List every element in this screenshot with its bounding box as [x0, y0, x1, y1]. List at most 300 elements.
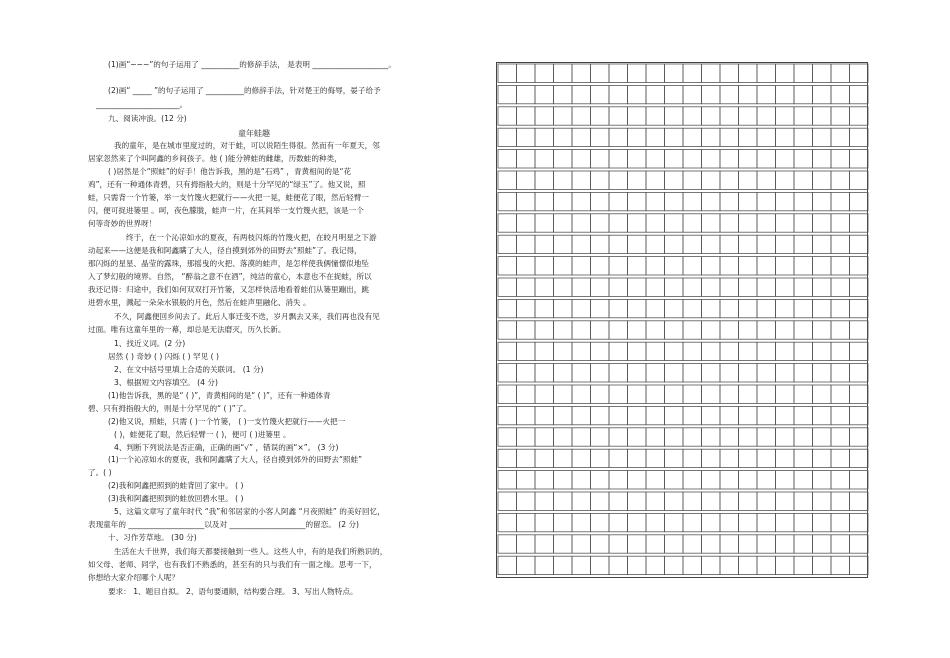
grid-cell: [572, 150, 591, 168]
grid-cell: [572, 342, 591, 360]
text-line: 闪，便可捉进篓里 。呵，夜色朦胧，蛙声一片，在其间举一支竹篾火把，该是一个: [88, 206, 364, 215]
grid-cell: [776, 192, 795, 210]
grid-cell: [776, 471, 795, 489]
grid-cell: [609, 235, 628, 253]
grid-cell: [646, 128, 665, 146]
text-line: 童年蛙趣: [238, 129, 270, 138]
grid-cell: [554, 235, 573, 253]
grid-cell: [739, 471, 758, 489]
grid-cell: [517, 513, 536, 531]
grid-cell: [757, 299, 776, 317]
grid-cell: [665, 449, 684, 467]
grid-cell: [628, 278, 647, 296]
grid-cell: [572, 556, 591, 574]
grid-cell: [757, 342, 776, 360]
grid-cell: [628, 492, 647, 510]
grid-cell: [702, 278, 721, 296]
grid-cell: [591, 513, 610, 531]
grid-cell: [720, 107, 739, 125]
grid-cell: [554, 364, 573, 382]
grid-cell: [702, 150, 721, 168]
grid-cell: [628, 342, 647, 360]
grid-cell: [813, 128, 832, 146]
grid-cell: [609, 535, 628, 553]
grid-cell: [702, 471, 721, 489]
grid-cell: [683, 235, 702, 253]
grid-cell: [498, 85, 517, 103]
grid-cell: [591, 171, 610, 189]
grid-cell: [776, 342, 795, 360]
grid-cell: [517, 214, 536, 232]
grid-cell: [554, 299, 573, 317]
grid-cell: [646, 535, 665, 553]
grid-cell: [720, 385, 739, 403]
grid-cell: [517, 556, 536, 574]
grid-cell: [498, 449, 517, 467]
grid-cell: [591, 321, 610, 339]
grid-cell: [831, 428, 850, 446]
grid-cell: [757, 513, 776, 531]
grid-cell: [813, 321, 832, 339]
grid-cell: [683, 107, 702, 125]
grid-cell: [683, 492, 702, 510]
grid-cell: [850, 192, 869, 210]
grid-cell: [646, 278, 665, 296]
grid-cell: [776, 513, 795, 531]
grid-cell: [702, 128, 721, 146]
grid-cell: [794, 278, 813, 296]
grid-cell: [609, 64, 628, 82]
grid-cell: [776, 85, 795, 103]
grid-cell: [683, 321, 702, 339]
grid-cell: [498, 406, 517, 424]
grid-cell: [831, 150, 850, 168]
grid-cell: [591, 385, 610, 403]
grid-cell: [850, 321, 869, 339]
grid-cell: [609, 556, 628, 574]
grid-cell: [683, 406, 702, 424]
grid-cell: [831, 257, 850, 275]
grid-cell: [831, 85, 850, 103]
grid-cell: [535, 192, 554, 210]
grid-cell: [609, 406, 628, 424]
text-line: 生活在大千世界，我们每天都要接触到一些人。这些人中，有的是我们所熟识的，: [114, 547, 388, 556]
grid-cell: [498, 192, 517, 210]
grid-cell: [757, 257, 776, 275]
grid-cell: [517, 406, 536, 424]
grid-cell: [702, 171, 721, 189]
grid-cell: [813, 428, 832, 446]
grid-cell: [757, 449, 776, 467]
grid-cell: [591, 449, 610, 467]
text-line: 入了梦幻般的境界。自然， “醉翁之意不在酒”，纯洁的童心，本意也不在捉蛙，所以: [88, 272, 372, 281]
grid-cell: [794, 85, 813, 103]
grid-cell: [517, 364, 536, 382]
grid-cell: [794, 257, 813, 275]
grid-cell: [535, 428, 554, 446]
grid-cell: [517, 107, 536, 125]
grid-cell: [757, 556, 776, 574]
grid-cell: [591, 406, 610, 424]
grid-cell: [535, 171, 554, 189]
grid-cell: [683, 556, 702, 574]
grid-cell: [813, 107, 832, 125]
grid-cell: [702, 299, 721, 317]
grid-cell: [517, 150, 536, 168]
grid-cell: [646, 192, 665, 210]
grid-cell: [646, 85, 665, 103]
grid-cell: [591, 278, 610, 296]
grid-cell: [683, 385, 702, 403]
grid-cell: [517, 492, 536, 510]
grid-cell: [517, 171, 536, 189]
grid-cell: [535, 107, 554, 125]
grid-cell: [776, 385, 795, 403]
grid-cell: [776, 535, 795, 553]
grid-cell: [535, 513, 554, 531]
grid-cell: [850, 513, 869, 531]
grid-cell: [739, 492, 758, 510]
grid-cell: [609, 150, 628, 168]
text-line: ______________________。: [96, 100, 188, 109]
grid-cell: [554, 449, 573, 467]
grid-cell: [572, 535, 591, 553]
grid-cell: [776, 171, 795, 189]
grid-cell: [628, 64, 647, 82]
grid-cell: [628, 214, 647, 232]
grid-cell: [720, 171, 739, 189]
grid-cell: [813, 85, 832, 103]
grid-cell: [794, 214, 813, 232]
grid-cell: [609, 257, 628, 275]
grid-cell: [739, 278, 758, 296]
grid-cell: [646, 214, 665, 232]
grid-cell: [794, 556, 813, 574]
grid-cell: [554, 192, 573, 210]
grid-cell: [813, 192, 832, 210]
grid-cell: [720, 321, 739, 339]
grid-cell: [535, 385, 554, 403]
grid-cell: [517, 235, 536, 253]
grid-cell: [776, 364, 795, 382]
grid-cell: [831, 449, 850, 467]
grid-cell: [757, 492, 776, 510]
grid-cell: [776, 64, 795, 82]
text-line: (1)一个沁凉如水的夏夜，我和阿鑫瞒了大人，径自摸到郊外的田野去“照蛙”: [108, 455, 363, 464]
grid-cell: [591, 471, 610, 489]
grid-cell: [665, 471, 684, 489]
grid-cell: [609, 364, 628, 382]
grid-cell: [591, 257, 610, 275]
grid-cell: [776, 107, 795, 125]
grid-cell: [683, 171, 702, 189]
grid-cell: [572, 85, 591, 103]
grid-cell: [628, 556, 647, 574]
grid-cell: [628, 299, 647, 317]
grid-cell: [831, 556, 850, 574]
grid-cell: [572, 64, 591, 82]
grid-cell: [813, 471, 832, 489]
grid-cell: [702, 428, 721, 446]
grid-cell: [757, 235, 776, 253]
grid-cell: [739, 257, 758, 275]
grid-cell: [665, 364, 684, 382]
grid-cell: [572, 406, 591, 424]
grid-cell: [831, 128, 850, 146]
text-line: 蛙，只需背一个竹篓，举一支竹篾火把就行——火把一晃，蛙便花了眼，然后轻臂一: [88, 193, 369, 202]
grid-cell: [609, 192, 628, 210]
grid-cell: [535, 64, 554, 82]
grid-cell: [739, 449, 758, 467]
grid-cell: [794, 342, 813, 360]
grid-cell: [628, 385, 647, 403]
grid-cell: [609, 85, 628, 103]
grid-cell: [850, 492, 869, 510]
grid-cell: [831, 342, 850, 360]
grid-cell: [535, 364, 554, 382]
grid-cell: [739, 150, 758, 168]
grid-cell: [850, 85, 869, 103]
grid-cell: [831, 171, 850, 189]
grid-cell: [665, 235, 684, 253]
grid-cell: [646, 385, 665, 403]
grid-cell: [739, 235, 758, 253]
grid-cell: [720, 342, 739, 360]
grid-cell: [831, 278, 850, 296]
text-line: 了。( ): [88, 468, 112, 477]
grid-lines: [497, 63, 869, 579]
grid-cell: [591, 428, 610, 446]
grid-cell: [702, 321, 721, 339]
text-line: 我还记得：归途中，我们如何双双打开竹篓，又怎样快活地看着蛙们从篓里蹦出，跳: [88, 285, 369, 294]
grid-cell: [683, 428, 702, 446]
grid-cell: [720, 449, 739, 467]
grid-cell: [646, 513, 665, 531]
grid-cell: [628, 85, 647, 103]
text-line: (2)他又说，照蛙，只需 ( )一个竹篓， ( )一支竹篾火把就行——火把一: [108, 417, 346, 426]
grid-cell: [813, 214, 832, 232]
grid-cell: [702, 492, 721, 510]
grid-cell: [850, 535, 869, 553]
grid-cell: [498, 150, 517, 168]
grid-cell: [683, 128, 702, 146]
grid-cell: [665, 85, 684, 103]
text-line: 如父母、老师、同学，也有我们不熟悉的，甚至有的只与我们有一面之缘。思考一下，: [88, 560, 377, 569]
grid-cell: [646, 299, 665, 317]
grid-cell: [665, 406, 684, 424]
grid-cell: [517, 342, 536, 360]
grid-cell: [554, 257, 573, 275]
text-line: (1)他告诉我，黑的是“ ( )”，青黄相间的是“ ( )”，还有一种通体青: [108, 391, 331, 400]
grid-cell: [646, 64, 665, 82]
grid-cell: [720, 128, 739, 146]
grid-cell: [554, 278, 573, 296]
grid-cell: [498, 385, 517, 403]
grid-cell: [720, 364, 739, 382]
grid-cell: [683, 535, 702, 553]
grid-cell: [572, 257, 591, 275]
text-line: 居家忽然来了个叫阿鑫的乡间孩子。他 ( )能分辨蛙的雌雄，历数蛙的种类，: [88, 154, 342, 163]
grid-cell: [831, 364, 850, 382]
grid-cell: [850, 406, 869, 424]
grid-cell: [665, 150, 684, 168]
grid-cell: [776, 556, 795, 574]
grid-cell: [794, 150, 813, 168]
grid-cell: [498, 235, 517, 253]
text-line: 我的童年，是在城市里度过的，对于蛙，可以说陌生得很。然而有一年夏天，邻: [114, 141, 380, 150]
grid-cell: [739, 428, 758, 446]
grid-cell: [665, 556, 684, 574]
grid-cell: [535, 299, 554, 317]
grid-cell: [720, 192, 739, 210]
grid-cell: [646, 406, 665, 424]
grid-cell: [794, 321, 813, 339]
text-line: (2)我和阿鑫把照到的蛙背回了家中。 ( ): [108, 481, 244, 490]
grid-cell: [739, 535, 758, 553]
grid-cell: [591, 128, 610, 146]
grid-cell: [813, 364, 832, 382]
grid-cell: [720, 299, 739, 317]
grid-cell: [609, 428, 628, 446]
grid-cell: [702, 556, 721, 574]
grid-cell: [517, 385, 536, 403]
grid-cell: [813, 449, 832, 467]
text-line: 那闪烁的星星、晶莹的露珠，那摇曳的火把、落漠的蛙声，是怎样使我俩憧憬似地坠: [88, 259, 369, 268]
grid-cell: [591, 556, 610, 574]
grid-cell: [850, 449, 869, 467]
grid-cell: [850, 299, 869, 317]
grid-cell: [591, 107, 610, 125]
grid-cell: [665, 535, 684, 553]
grid-cell: [517, 278, 536, 296]
grid-cell: [831, 235, 850, 253]
grid-cell: [554, 214, 573, 232]
grid-cell: [702, 513, 721, 531]
text-line: 不久，阿鑫便回乡间去了。此后人事迁变不迭，岁月飘去又来，我们再也没有见: [114, 312, 380, 321]
grid-cell: [609, 128, 628, 146]
grid-cell: [498, 471, 517, 489]
grid-cell: [794, 107, 813, 125]
grid-cell: [498, 492, 517, 510]
grid-cell: [683, 214, 702, 232]
grid-cell: [850, 342, 869, 360]
grid-cell: [535, 235, 554, 253]
grid-cell: [850, 278, 869, 296]
grid-cell: [628, 128, 647, 146]
grid-cell: [498, 513, 517, 531]
grid-cell: [794, 406, 813, 424]
text-line: 过面。唯有这童年里的一幕，却总是无法磨灭，历久长新。: [88, 325, 286, 334]
grid-cell: [794, 364, 813, 382]
grid-cell: [683, 257, 702, 275]
grid-cell: [776, 150, 795, 168]
grid-cell: [683, 342, 702, 360]
grid-cell: [739, 64, 758, 82]
grid-cell: [609, 107, 628, 125]
grid-cell: [776, 428, 795, 446]
grid-cell: [776, 299, 795, 317]
grid-cell: [609, 321, 628, 339]
grid-cell: [609, 278, 628, 296]
grid-cell: [498, 342, 517, 360]
grid-cell: [739, 192, 758, 210]
grid-cell: [850, 128, 869, 146]
grid-cell: [776, 214, 795, 232]
grid-cell: [591, 364, 610, 382]
grid-cell: [757, 385, 776, 403]
grid-cell: [517, 64, 536, 82]
grid-cell: [498, 535, 517, 553]
grid-cell: [739, 556, 758, 574]
grid-cell: [628, 471, 647, 489]
grid-cell: [720, 278, 739, 296]
grid-cell: [646, 492, 665, 510]
grid-cell: [609, 449, 628, 467]
grid-cell: [720, 214, 739, 232]
grid-cell: [572, 364, 591, 382]
grid-cell: [554, 64, 573, 82]
grid-cell: [720, 492, 739, 510]
grid-cell: [794, 385, 813, 403]
grid-cell: [794, 299, 813, 317]
grid-cell: [628, 364, 647, 382]
grid-cell: [572, 385, 591, 403]
grid-cell: [665, 107, 684, 125]
grid-cell: [665, 192, 684, 210]
grid-cell: [702, 107, 721, 125]
grid-cell: [702, 257, 721, 275]
grid-cell: [535, 471, 554, 489]
grid-cell: [591, 64, 610, 82]
grid-cell: [739, 321, 758, 339]
grid-cell: [720, 471, 739, 489]
grid-cell: [794, 192, 813, 210]
grid-cell: [794, 64, 813, 82]
grid-cell: [794, 449, 813, 467]
grid-cell: [794, 235, 813, 253]
grid-cell: [572, 128, 591, 146]
grid-cell: [813, 299, 832, 317]
grid-cell: [794, 428, 813, 446]
grid-cell: [628, 406, 647, 424]
grid-cell: [572, 278, 591, 296]
text-line: 2、在文中括号里填上合适的关联词。 (1 分): [114, 365, 264, 374]
grid-cell: [850, 471, 869, 489]
grid-cell: [757, 150, 776, 168]
grid-cell: [572, 214, 591, 232]
grid-cell: [850, 235, 869, 253]
grid-cell: [776, 406, 795, 424]
text-line: ( )居然是个“照蛙”的好手！他告诉我，黑的是“石鸡” ，青黄相间的是“花: [108, 167, 352, 176]
grid-cell: [720, 85, 739, 103]
grid-cell: [628, 513, 647, 531]
grid-cell: [646, 364, 665, 382]
grid-cell: [554, 492, 573, 510]
grid-cell: [757, 171, 776, 189]
composition-grid: [496, 62, 868, 578]
grid-cell: [702, 406, 721, 424]
grid-cell: [554, 171, 573, 189]
grid-cell: [628, 257, 647, 275]
grid-cell: [776, 257, 795, 275]
text-line: 何等奇妙的世界呀！: [88, 219, 157, 228]
grid-cell: [702, 64, 721, 82]
grid-cell: [702, 342, 721, 360]
grid-cell: [517, 299, 536, 317]
grid-cell: [646, 257, 665, 275]
grid-cell: [720, 556, 739, 574]
grid-cell: [591, 235, 610, 253]
